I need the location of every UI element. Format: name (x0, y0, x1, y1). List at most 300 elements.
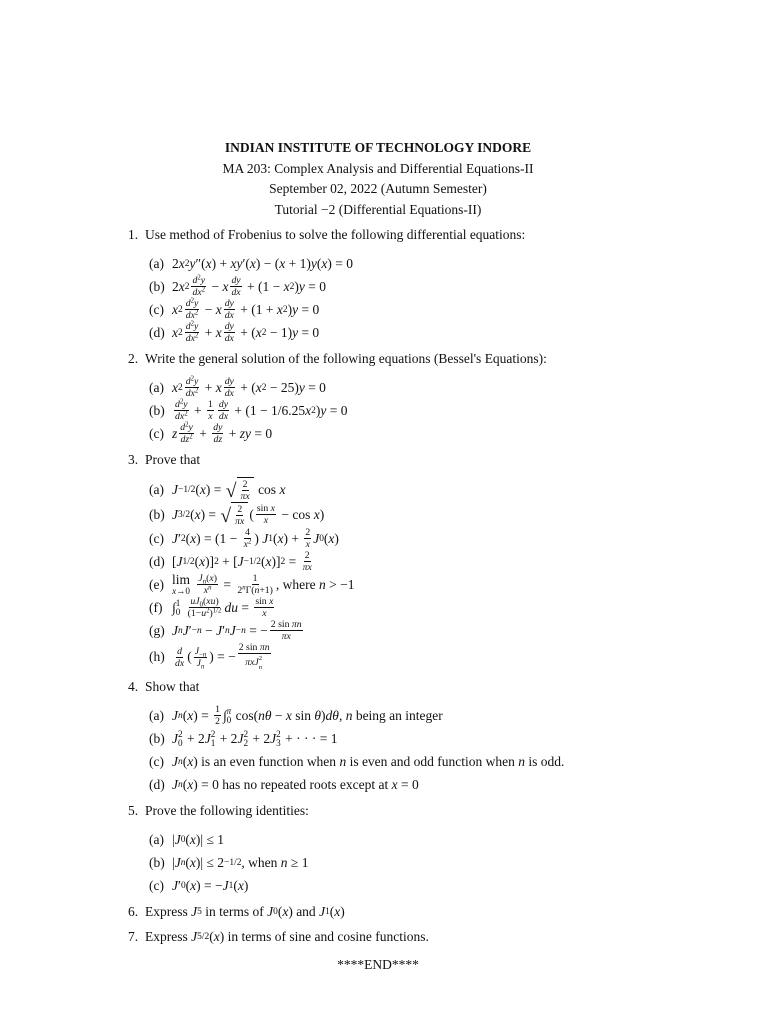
math-symbol: )| ≤ 2 (195, 854, 225, 870)
math-variable: x (237, 877, 244, 893)
math-variable: n (225, 625, 230, 636)
math-symbol: ′( (242, 255, 250, 271)
part-label: (c) (149, 877, 164, 893)
roman-text: , where (275, 576, 319, 592)
math-variable: J (204, 730, 211, 746)
radical-sign: √ (220, 506, 232, 528)
math-variable: J (270, 730, 277, 746)
part-label: (c) (149, 425, 164, 441)
fraction (234, 504, 245, 527)
roman-text: sin (246, 642, 258, 653)
math-symbol: ( (182, 776, 188, 792)
math-symbol: = (237, 599, 253, 615)
square-root (220, 502, 248, 527)
math-symbol: ″( (195, 255, 206, 271)
math-symbol: ( (277, 904, 283, 919)
math-variable: n (280, 854, 288, 870)
part-label: (c) (149, 753, 164, 769)
math-variable: n (202, 578, 207, 586)
math-symbol: ) (287, 301, 293, 317)
math-variable: n (518, 753, 526, 769)
math-symbol: ( (233, 877, 238, 893)
math-symbol: 2 (179, 398, 184, 406)
sub-superscript (176, 599, 181, 617)
math-symbol: 2 (184, 410, 188, 418)
fraction (185, 321, 200, 344)
question-stem (128, 902, 688, 922)
math-variable: y (183, 399, 188, 410)
question-part (149, 252, 688, 275)
math-symbol: 0 (226, 714, 232, 725)
math-symbol: = 0 (298, 301, 320, 317)
math-variable: x (189, 854, 196, 870)
math-symbol: 2 (305, 527, 311, 538)
numerator (304, 527, 311, 539)
superscript (248, 538, 251, 545)
math-variable: J (172, 730, 178, 746)
math-variable: J (172, 753, 178, 769)
math-symbol: 2 (178, 728, 183, 739)
denominator (180, 434, 194, 445)
roman-text: is an even function when (197, 753, 340, 769)
part-expression (172, 422, 272, 445)
math-variable: J (172, 506, 178, 522)
question-part (149, 851, 688, 874)
math-symbol: 2 (261, 327, 267, 338)
question-number: 1. (128, 227, 139, 242)
math-symbol: 2 (238, 642, 247, 653)
roman-text: Use method of Frobenius to solve the following differential equations: (145, 227, 526, 242)
part-expression (172, 619, 305, 642)
numerator (176, 646, 183, 658)
math-symbol: + [ (218, 553, 238, 569)
math-symbol (192, 577, 195, 593)
question-text (145, 349, 547, 369)
question-text (145, 450, 200, 470)
numerator (185, 321, 200, 333)
math-variable: dx (185, 333, 195, 344)
numerator (191, 275, 206, 287)
math-variable: x (190, 877, 197, 893)
roman-text: cos (235, 707, 254, 723)
math-symbol: ) (294, 278, 299, 294)
math-variable: u (201, 608, 207, 619)
math-symbol: + 2 (216, 730, 238, 746)
math-variable: d (185, 321, 191, 332)
part-label: (e) (149, 576, 164, 592)
math-variable: dx (231, 287, 241, 298)
question-part (149, 502, 688, 527)
math-variable: y (193, 298, 199, 309)
question-part (149, 321, 688, 344)
sub-superscript (259, 654, 262, 672)
math-symbol: + ( (236, 379, 256, 395)
math-variable: x (285, 707, 292, 723)
question-number: 5. (128, 803, 139, 818)
math-symbol: ( (253, 707, 259, 723)
fraction (240, 479, 251, 502)
numerator (304, 550, 311, 562)
math-variable: n (345, 707, 353, 723)
math-variable: πx (281, 631, 291, 642)
math-variable: J (172, 776, 178, 792)
math-symbol: > −1 (325, 576, 355, 592)
math-symbol: 0 (178, 737, 183, 748)
math-symbol: 2 (304, 550, 310, 561)
radical-sign: √ (225, 481, 237, 503)
question-part (149, 550, 688, 573)
fraction (254, 596, 274, 619)
math-variable: nθ (258, 707, 272, 723)
math-variable: J (194, 645, 200, 657)
question-part (149, 275, 688, 298)
math-symbol: 2 (311, 405, 316, 416)
math-variable: J (267, 904, 274, 919)
math-variable: d (177, 645, 183, 657)
math-symbol: = − (245, 622, 268, 638)
denominator (196, 658, 206, 669)
math-symbol: − (208, 278, 223, 294)
math-variable: x (208, 411, 213, 422)
numerator (197, 573, 218, 585)
fraction (197, 573, 218, 596)
math-variable: J (196, 657, 201, 669)
question-stem (128, 225, 688, 245)
math-variable: x (187, 707, 194, 723)
math-variable: n (178, 625, 183, 636)
math-symbol: 2 (258, 655, 263, 662)
math-symbol: ( (185, 877, 191, 893)
question-part (149, 727, 688, 750)
part-label: (f) (149, 599, 163, 615)
math-symbol: 1 (175, 597, 181, 608)
math-variable: J (174, 831, 181, 847)
fraction (302, 550, 313, 573)
math-symbol: ) + (283, 530, 303, 546)
math-variable: du (224, 599, 238, 615)
math-variable: n (319, 576, 326, 592)
question-part (149, 642, 688, 672)
math-variable: dy (218, 399, 229, 410)
math-symbol: ) = (200, 506, 220, 522)
question-parts (149, 376, 688, 445)
math-symbol: − (201, 301, 216, 317)
denominator (174, 658, 185, 669)
math-symbol: ∫ (172, 599, 176, 615)
math-variable: n (200, 662, 205, 670)
math-symbol: 2 (184, 281, 190, 292)
question-number: 2. (128, 351, 139, 366)
denominator (185, 333, 200, 344)
math-variable: x (305, 539, 310, 550)
roman-text: Prove that (145, 452, 201, 467)
math-symbol: + (201, 379, 216, 395)
math-symbol: − (235, 625, 242, 636)
math-symbol: − 1) (266, 324, 293, 340)
math-symbol: 2 (289, 281, 295, 292)
part-expression (172, 275, 326, 298)
math-symbol: ( (316, 255, 322, 271)
math-variable: xu (206, 596, 216, 607)
math-symbol: 2 (194, 309, 199, 317)
roman-text: Prove the following identities: (145, 803, 309, 818)
math-symbol: 3 (276, 737, 281, 748)
math-symbol: 2 (180, 533, 186, 544)
roman-text: cos (258, 481, 277, 497)
lower-index (227, 716, 232, 725)
math-symbol: ) (254, 530, 263, 546)
math-variable: y (292, 324, 299, 340)
square-root (226, 477, 254, 502)
part-expression (172, 550, 315, 573)
math-symbol: 0 (273, 907, 278, 917)
fraction (174, 399, 189, 422)
math-variable: J (174, 854, 181, 870)
part-expression (172, 298, 319, 321)
math-variable: dy (213, 422, 223, 433)
part-expression (172, 777, 419, 793)
math-variable: x (215, 379, 222, 395)
math-variable: x (203, 585, 209, 596)
math-variable: J (182, 622, 189, 638)
math-symbol: [ (172, 553, 177, 569)
question-part (149, 527, 688, 550)
numerator (207, 399, 214, 411)
question-parts (149, 704, 688, 796)
math-symbol: + (1 + (236, 301, 277, 317)
question-list (128, 225, 688, 947)
math-symbol: + 2 (249, 730, 271, 746)
math-symbol: 2 (214, 556, 219, 567)
numerator (224, 321, 235, 333)
math-symbol: ≥ 1 (287, 854, 309, 870)
math-symbol (181, 600, 184, 616)
exam-date: September 02, 2022 (Autumn Semester) (269, 181, 487, 196)
math-symbol: 5 (197, 907, 202, 917)
denominator (203, 585, 213, 596)
math-variable: πn (259, 642, 270, 653)
math-variable: x (255, 379, 262, 395)
question-3 (128, 450, 688, 672)
math-symbol: 2 (270, 619, 279, 630)
fraction (185, 376, 200, 399)
math-symbol: ( (190, 506, 195, 522)
question-part (149, 773, 688, 796)
denominator (243, 539, 253, 550)
part-label: (c) (149, 301, 164, 317)
part-expression (172, 704, 443, 727)
fraction (236, 573, 274, 596)
math-symbol: 2 (178, 327, 183, 338)
math-variable: J (191, 929, 198, 944)
math-variable: x (178, 278, 185, 294)
math-variable: J (319, 904, 326, 919)
math-symbol: 2 (194, 332, 199, 340)
question-part (149, 750, 688, 773)
math-symbol: | (172, 831, 175, 847)
math-variable: πx (302, 562, 312, 573)
math-symbol: ) (340, 904, 345, 919)
sub-superscript (243, 730, 248, 748)
math-variable: y (193, 321, 199, 332)
math-symbol: ) (243, 877, 249, 893)
math-variable: x (243, 539, 248, 550)
math-symbol: −1/2 (243, 556, 262, 567)
math-variable: x (305, 402, 312, 418)
math-symbol: 2 (184, 258, 190, 269)
math-symbol: = 0 (397, 776, 419, 792)
math-symbol: 2 (237, 585, 243, 596)
question-number: 7. (128, 929, 139, 944)
math-variable: x (172, 301, 178, 317)
part-expression (172, 754, 564, 770)
numerator (174, 399, 189, 411)
part-label: (b) (149, 278, 165, 294)
math-variable: x (209, 573, 214, 584)
part-expression (172, 256, 353, 272)
math-symbol: 1 (215, 704, 220, 715)
question-stem (128, 801, 688, 821)
math-variable: x (187, 753, 194, 769)
fraction (174, 646, 185, 669)
question-5 (128, 801, 688, 897)
superscript (195, 309, 198, 316)
question-stem (128, 450, 688, 470)
math-symbol: | (172, 854, 175, 870)
math-symbol: 2 (201, 286, 206, 294)
math-symbol: 2 (210, 728, 216, 739)
math-symbol: + ( (236, 324, 256, 340)
math-variable: dy (224, 321, 234, 332)
question-part (149, 422, 688, 445)
part-label: (h) (149, 649, 165, 664)
part-expression (172, 399, 347, 422)
math-variable: y (193, 376, 199, 387)
math-variable: J (237, 730, 244, 746)
math-variable: J (222, 877, 229, 893)
math-symbol: 3/2 (178, 509, 191, 520)
sub-superscript (211, 730, 216, 748)
math-variable: x (282, 904, 289, 919)
numerator (194, 646, 208, 658)
math-variable: πn (291, 619, 302, 630)
superscript (213, 607, 222, 614)
numerator (224, 298, 235, 310)
math-variable: x (265, 553, 272, 569)
math-symbol: 2 (190, 297, 194, 305)
math-variable: x (283, 278, 290, 294)
question-part (149, 573, 688, 596)
part-label: (b) (149, 506, 165, 522)
math-variable: y (200, 275, 206, 286)
math-symbol: )] (271, 553, 281, 569)
part-expression (172, 502, 324, 527)
math-variable: x (172, 324, 178, 340)
math-variable: xy (230, 255, 243, 271)
math-variable: J (172, 707, 178, 723)
math-symbol: )] (205, 553, 215, 569)
numerator (185, 298, 200, 310)
math-variable: y (292, 301, 299, 317)
math-symbol: ) (315, 402, 321, 418)
part-expression (172, 855, 308, 871)
math-variable: dy (224, 298, 234, 309)
part-label: (d) (149, 553, 165, 569)
part-expression (172, 642, 273, 672)
math-variable: dx (192, 287, 202, 298)
math-symbol: 5/2 (197, 932, 210, 942)
math-variable: x (270, 503, 275, 514)
math-variable: y (320, 402, 327, 418)
math-symbol: 2 (282, 304, 288, 315)
math-variable: y (188, 422, 193, 433)
fraction (224, 376, 235, 399)
math-variable: y (298, 278, 305, 294)
math-variable: n (178, 756, 183, 767)
math-variable: x (215, 324, 222, 340)
math-variable: x (213, 929, 220, 944)
math-variable: x (321, 255, 328, 271)
part-label: (a) (149, 481, 164, 497)
math-symbol: ) = (193, 707, 213, 723)
math-variable: J (313, 530, 320, 546)
math-variable: dy (231, 275, 241, 286)
math-symbol: + 1) (285, 255, 311, 271)
roman-text: and (292, 904, 320, 919)
math-variable: dx (224, 310, 234, 321)
math-symbol: = 0 (251, 425, 273, 441)
math-variable: x (313, 506, 320, 522)
question-part (149, 596, 688, 619)
math-variable: x (279, 255, 286, 271)
part-label: (d) (149, 324, 165, 340)
math-symbol: 2 (243, 737, 249, 748)
math-symbol: = 0 (304, 379, 326, 395)
math-symbol: ( (187, 649, 192, 664)
numerator (224, 376, 235, 388)
question-parts (149, 252, 688, 344)
math-variable: J (172, 622, 178, 638)
denominator (302, 562, 313, 573)
math-symbol: ∫ (222, 707, 227, 723)
fraction (230, 275, 241, 298)
fraction (214, 704, 221, 727)
math-symbol: 2 (247, 538, 252, 546)
math-variable: x (178, 255, 185, 271)
math-variable: x (255, 324, 262, 340)
math-variable: x (334, 904, 341, 919)
math-symbol: 1 (325, 907, 330, 917)
question-text (145, 225, 525, 245)
math-symbol: 4 (245, 527, 250, 538)
superscript (184, 410, 187, 417)
math-symbol: ) + (211, 255, 231, 271)
math-symbol: − (271, 707, 286, 723)
numerator (244, 527, 251, 539)
part-expression (172, 596, 276, 619)
part-expression (172, 832, 224, 848)
math-symbol: 1/2 (212, 607, 222, 615)
question-part (149, 399, 688, 422)
math-variable: x (190, 530, 197, 546)
roman-text: Express (145, 904, 192, 919)
math-symbol: ( (182, 753, 188, 769)
math-symbol: + (225, 425, 240, 441)
roman-text: cos (292, 506, 311, 522)
math-variable: π (226, 705, 232, 716)
part-expression (172, 376, 326, 399)
superscript (195, 387, 198, 394)
